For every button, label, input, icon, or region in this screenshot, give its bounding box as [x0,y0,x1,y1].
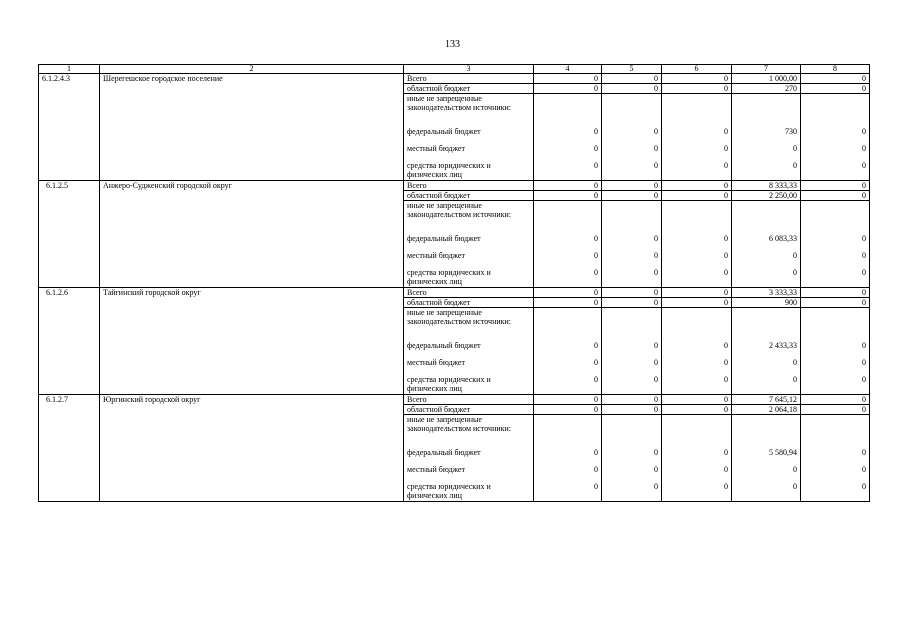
item-name: Шерегешское городское поселение [100,74,404,181]
value-cell: 0 [654,144,658,153]
value-cell: 0 [862,268,866,277]
column-header: 8 [801,65,870,74]
value-cell: 0 [862,465,866,474]
source-label: средства юридических и физических лиц [407,482,491,500]
value-cell: 0 [862,127,866,136]
table-row [39,288,870,298]
item-name: Анжеро-Судженский городской округ [100,181,404,288]
value-cell: 8 333,33 [732,181,801,191]
source-label: областной бюджет [404,191,534,201]
value-cell-group [662,415,732,502]
value-cell: 730 [785,127,797,136]
value-cell: 900 [732,298,801,308]
value-cell: 0 [724,375,728,384]
value-cell: 0 [602,74,662,84]
value-cell: 1 000,00 [732,74,801,84]
value-cell: 0 [534,74,602,84]
value-cell: 0 [602,84,662,94]
column-header: 4 [534,65,602,74]
value-cell: 0 [654,268,658,277]
value-cell: 0 [534,181,602,191]
value-cell: 0 [594,144,598,153]
value-cell: 0 [793,144,797,153]
page-number: 133 [445,39,460,50]
source-label-group [404,94,534,181]
value-cell: 0 [862,341,866,350]
value-cell: 0 [793,251,797,260]
value-cell: 0 [534,405,602,415]
budget-table [38,64,870,502]
source-label-group [404,415,534,502]
value-cell: 0 [862,448,866,457]
value-cell: 0 [801,395,870,405]
table-row [39,181,870,191]
value-cell: 0 [862,482,866,491]
table-body [39,74,870,502]
value-cell: 3 333,33 [732,288,801,298]
value-cell: 270 [732,84,801,94]
source-label: Всего [404,181,534,191]
value-cell: 0 [602,298,662,308]
item-code: 6.1.2.6 [39,288,100,395]
value-cell: 0 [793,375,797,384]
value-cell: 0 [654,358,658,367]
value-cell: 0 [724,358,728,367]
value-cell: 0 [862,251,866,260]
item-code: 6.1.2.4.3 [39,74,100,181]
source-label: местный бюджет [407,465,465,474]
table-row [39,395,870,405]
value-cell: 0 [662,395,732,405]
item-name: Тайгинский городской округ [100,288,404,395]
value-cell: 5 580,94 [769,448,797,457]
source-label: Всего [404,395,534,405]
source-label: средства юридических и физических лиц [407,161,491,179]
value-cell: 0 [724,127,728,136]
value-cell: 0 [602,191,662,201]
value-cell: 0 [724,251,728,260]
value-cell-group [662,308,732,395]
value-cell: 0 [594,234,598,243]
column-header: 7 [732,65,801,74]
value-cell: 0 [594,465,598,474]
source-label: областной бюджет [404,405,534,415]
source-label: Всего [404,288,534,298]
value-cell: 0 [801,298,870,308]
source-label: средства юридических и физических лиц [407,375,491,393]
header-row [39,65,870,74]
source-label: Всего [404,74,534,84]
value-cell: 0 [594,161,598,170]
value-cell: 0 [801,288,870,298]
value-cell-group [602,94,662,181]
source-label-group [404,201,534,288]
value-cell: 0 [862,358,866,367]
value-cell: 0 [654,341,658,350]
value-cell: 2 250,00 [732,191,801,201]
value-cell: 0 [602,288,662,298]
source-label: местный бюджет [407,144,465,153]
value-cell: 0 [602,405,662,415]
value-cell: 0 [862,144,866,153]
value-cell: 0 [801,181,870,191]
value-cell: 0 [724,448,728,457]
value-cell-group [662,201,732,288]
source-label: местный бюджет [407,358,465,367]
value-cell: 0 [602,181,662,191]
value-cell: 2 433,33 [769,341,797,350]
value-cell: 0 [724,144,728,153]
value-cell: 0 [662,288,732,298]
value-cell: 0 [654,161,658,170]
value-cell: 0 [801,191,870,201]
column-header: 5 [602,65,662,74]
column-header: 6 [662,65,732,74]
value-cell-group [534,415,602,502]
value-cell: 6 083,33 [769,234,797,243]
value-cell: 0 [594,358,598,367]
source-label: областной бюджет [404,84,534,94]
value-cell: 0 [793,465,797,474]
value-cell-group [732,308,801,395]
source-label: федеральный бюджет [407,341,481,350]
value-cell: 7 645,12 [732,395,801,405]
value-cell: 0 [801,405,870,415]
value-cell: 0 [801,74,870,84]
value-cell: 0 [793,358,797,367]
source-label-group [404,308,534,395]
value-cell-group [534,94,602,181]
source-label: иные не запрещенные законодательством источники: [407,201,512,219]
item-code: 6.1.2.7 [39,395,100,502]
value-cell-group [801,308,870,395]
value-cell: 0 [662,405,732,415]
value-cell-group [602,201,662,288]
value-cell: 0 [534,84,602,94]
source-label: федеральный бюджет [407,127,481,136]
value-cell-group [801,415,870,502]
value-cell: 0 [862,375,866,384]
source-label: федеральный бюджет [407,234,481,243]
value-cell-group [801,201,870,288]
value-cell: 0 [662,181,732,191]
value-cell-group [732,415,801,502]
value-cell: 0 [662,74,732,84]
value-cell: 0 [862,161,866,170]
item-code: 6.1.2.5 [39,181,100,288]
value-cell: 0 [534,288,602,298]
column-header: 1 [39,65,100,74]
value-cell: 0 [654,482,658,491]
value-cell: 0 [594,341,598,350]
source-label: местный бюджет [407,251,465,260]
source-label: федеральный бюджет [407,448,481,457]
value-cell: 0 [724,234,728,243]
column-header: 3 [404,65,534,74]
value-cell-group [801,94,870,181]
source-label: иные не запрещенные законодательством источники: [407,94,512,112]
source-label: средства юридических и физических лиц [407,268,491,286]
value-cell-group [732,201,801,288]
value-cell-group [602,415,662,502]
item-name: Юргинский городской округ [100,395,404,502]
value-cell: 0 [534,191,602,201]
value-cell: 0 [724,341,728,350]
value-cell: 0 [594,127,598,136]
value-cell: 0 [724,268,728,277]
column-header: 2 [100,65,404,74]
value-cell-group [732,94,801,181]
value-cell: 0 [724,465,728,474]
value-cell: 0 [724,161,728,170]
value-cell: 0 [654,448,658,457]
value-cell: 0 [793,161,797,170]
value-cell: 0 [594,448,598,457]
value-cell: 0 [862,234,866,243]
value-cell: 0 [654,465,658,474]
source-label: иные не запрещенные законодательством источники: [407,308,512,326]
value-cell-group [534,308,602,395]
value-cell: 0 [662,84,732,94]
value-cell: 0 [654,127,658,136]
value-cell: 0 [793,268,797,277]
value-cell: 0 [534,395,602,405]
value-cell: 2 064,18 [732,405,801,415]
value-cell: 0 [594,482,598,491]
value-cell: 0 [654,375,658,384]
value-cell-group [662,94,732,181]
source-label: областной бюджет [404,298,534,308]
value-cell: 0 [534,298,602,308]
value-cell: 0 [602,395,662,405]
value-cell-group [602,308,662,395]
value-cell: 0 [662,298,732,308]
value-cell: 0 [793,482,797,491]
value-cell: 0 [594,375,598,384]
value-cell: 0 [724,482,728,491]
value-cell-group [534,201,602,288]
value-cell: 0 [594,268,598,277]
table-row [39,74,870,84]
value-cell: 0 [654,251,658,260]
value-cell: 0 [662,191,732,201]
value-cell: 0 [594,251,598,260]
source-label: иные не запрещенные законодательством источники: [407,415,512,433]
value-cell: 0 [801,84,870,94]
value-cell: 0 [654,234,658,243]
